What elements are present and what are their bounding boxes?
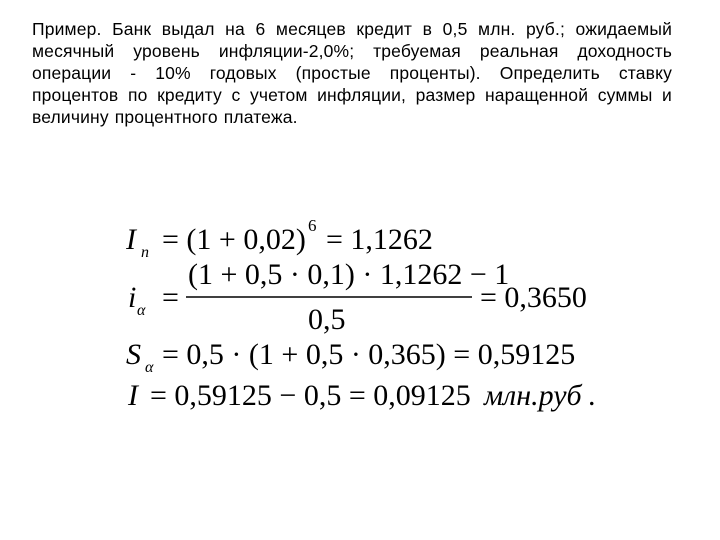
inflation-index-result: = 1,1262 [326, 223, 433, 256]
accrued-sum-var: S [126, 338, 141, 371]
formula-block [126, 216, 606, 416]
interest-payment-var: I [128, 379, 138, 412]
interest-rate-result: = 0,3650 [480, 281, 587, 314]
interest-rate-var: i [128, 281, 137, 314]
inflation-index-var: I [126, 223, 136, 256]
interest-rate-denominator: 0,5 [308, 303, 346, 336]
interest-payment-expression: = 0,59125 − 0,5 = 0,09125 [150, 379, 471, 412]
formula-interest-rate [128, 258, 587, 336]
accrued-sum-expression: = 0,5 · (1 + 0,5 · 0,365) = 0,59125 [162, 338, 576, 371]
interest-payment-period: . [588, 379, 596, 412]
formula-inflation-index [126, 216, 433, 261]
interest-payment-unit: млн.руб [484, 379, 582, 412]
interest-rate-equals: = [162, 281, 179, 314]
problem-statement: Пример. Банк выдал на 6 месяцев кредит в 0,5 млн. руб.; ожидаемый месячный уровень инфляции-2,0%; требуемая реальная доходность операции - 10% годовых (простые проценты). Определить ставку процентов по кредиту с учетом инфляции, размер наращенной суммы и величину процентного платежа. [32, 19, 672, 127]
interest-rate-numerator: (1 + 0,5 · 0,1) · 1,1262 − 1 [188, 258, 510, 291]
accrued-sum-subscript: α [145, 359, 154, 376]
inflation-index-expression: = (1 + 0,02) [162, 223, 306, 256]
formula-interest-payment [127, 379, 596, 412]
interest-rate-subscript: α [137, 302, 146, 319]
inflation-index-exponent: 6 [308, 216, 317, 235]
formula-accrued-sum [126, 338, 575, 376]
inflation-index-subscript: п [141, 244, 149, 261]
